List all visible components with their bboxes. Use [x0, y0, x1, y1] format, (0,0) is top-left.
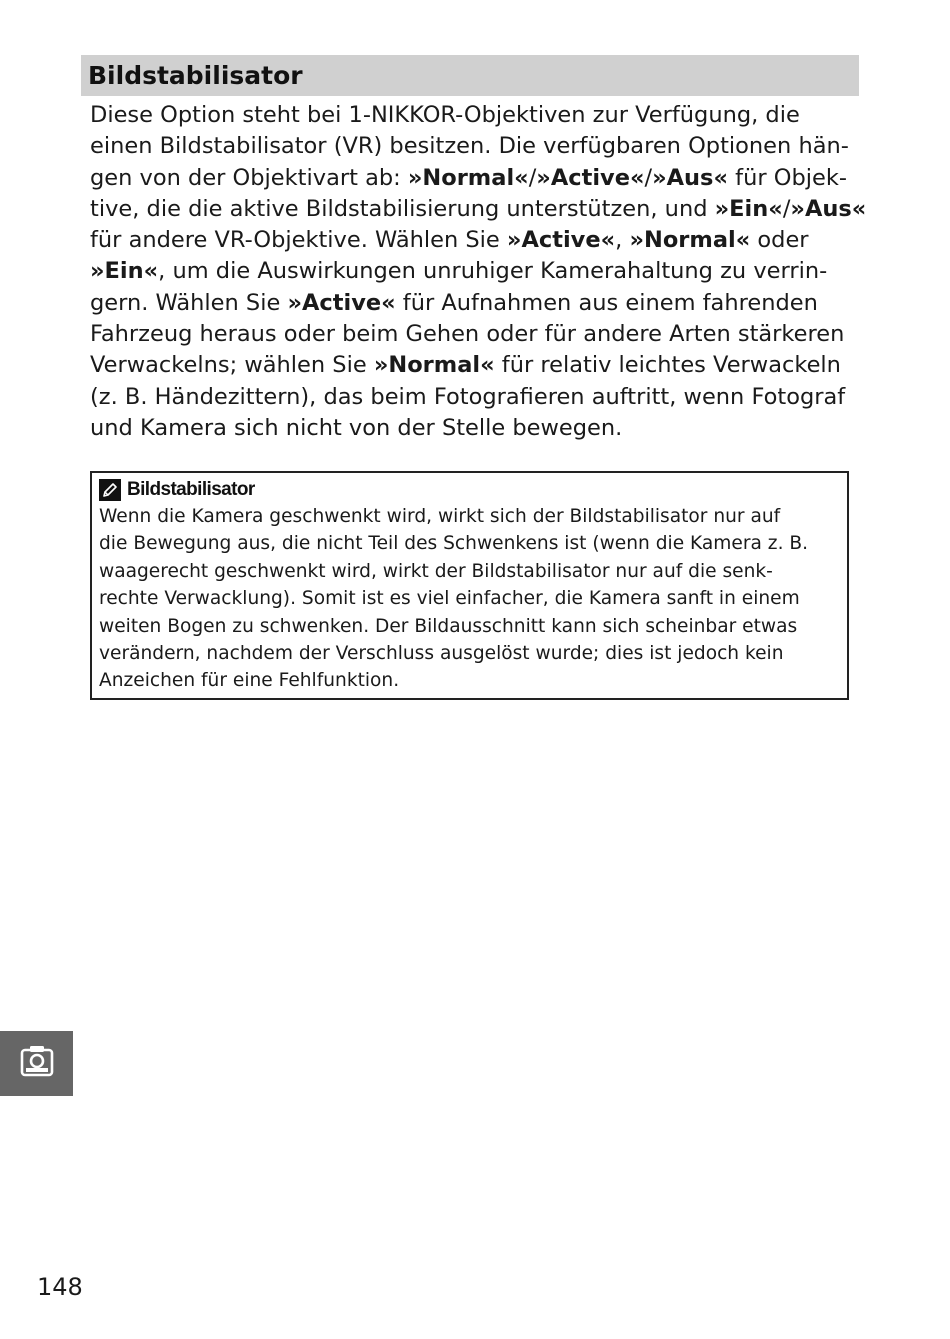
body-line: gen von der Objektivart ab: »Normal«/»Active«/»Aus« für Objek-: [90, 164, 847, 191]
option-normal: »Normal«: [407, 164, 529, 191]
page-number: 148: [37, 1273, 83, 1301]
body-line: »Ein«, um die Auswirkungen unruhiger Kamerahaltung zu verrin-: [90, 258, 828, 285]
section-header: [81, 55, 859, 96]
note-body: [99, 503, 847, 695]
pencil-icon: [99, 479, 121, 501]
camera-menu-icon: [17, 1041, 57, 1086]
section-title: Bildstabilisator: [88, 61, 303, 90]
option-active: »Active«: [506, 227, 616, 254]
body-line: (z. B. Händezittern), das beim Fotografieren auftritt, wenn Fotograf: [90, 383, 846, 410]
body-line: Fahrzeug heraus oder beim Gehen oder für andere Arten stärkeren: [90, 321, 845, 348]
option-active: »Active«: [536, 164, 645, 191]
option-aus: »Aus«: [652, 164, 728, 191]
body-line: Diese Option steht bei 1-NIKKOR-Objektiven zur Verfügung, die: [90, 102, 800, 128]
note-title: Bildstabilisator: [127, 479, 255, 500]
body-line: gern. Wählen Sie »Active« für Aufnahmen aus einem fahrenden: [90, 289, 818, 316]
body-line: Verwackelns; wählen Sie »Normal« für relativ leichtes Verwackeln: [90, 352, 841, 379]
note-box: [90, 471, 849, 700]
option-normal: »Normal«: [373, 352, 495, 379]
note-line: waagerecht geschwenkt wird, wirkt der Bildstabilisator nur auf die senk-: [99, 560, 773, 582]
note-heading: [99, 478, 847, 502]
note-line: weiten Bogen zu schwenken. Der Bildausschnitt kann sich scheinbar etwas: [99, 615, 798, 637]
body-line: und Kamera sich nicht von der Stelle bewegen.: [90, 414, 623, 441]
option-normal: »Normal«: [629, 227, 751, 254]
note-line: Wenn die Kamera geschwenkt wird, wirkt sich der Bildstabilisator nur auf: [99, 506, 781, 527]
body-line: tive, die die aktive Bildstabilisierung unterstützen, und »Ein«/»Aus«: [90, 195, 867, 222]
note-line: die Bewegung aus, die nicht Teil des Schwenkens ist (wenn die Kamera z. B.: [99, 533, 809, 555]
chapter-tab: [0, 1031, 73, 1096]
option-ein: »Ein«: [714, 195, 783, 222]
body-line: für andere VR-Objektive. Wählen Sie »Active«, »Normal« oder: [90, 227, 809, 254]
body-paragraph: [90, 100, 867, 444]
note-line: verändern, nachdem der Verschluss ausgelöst wurde; dies ist jedoch kein: [99, 643, 784, 665]
option-active: »Active«: [287, 289, 396, 316]
note-line: Anzeichen für eine Fehlfunktion.: [99, 670, 400, 692]
note-line: rechte Verwacklung). Somit ist es viel einfacher, die Kamera sanft in einem: [99, 588, 800, 610]
option-aus: »Aus«: [790, 195, 867, 222]
option-ein: »Ein«: [90, 258, 159, 285]
body-line: einen Bildstabilisator (VR) besitzen. Die verfügbaren Optionen hän-: [90, 133, 849, 160]
